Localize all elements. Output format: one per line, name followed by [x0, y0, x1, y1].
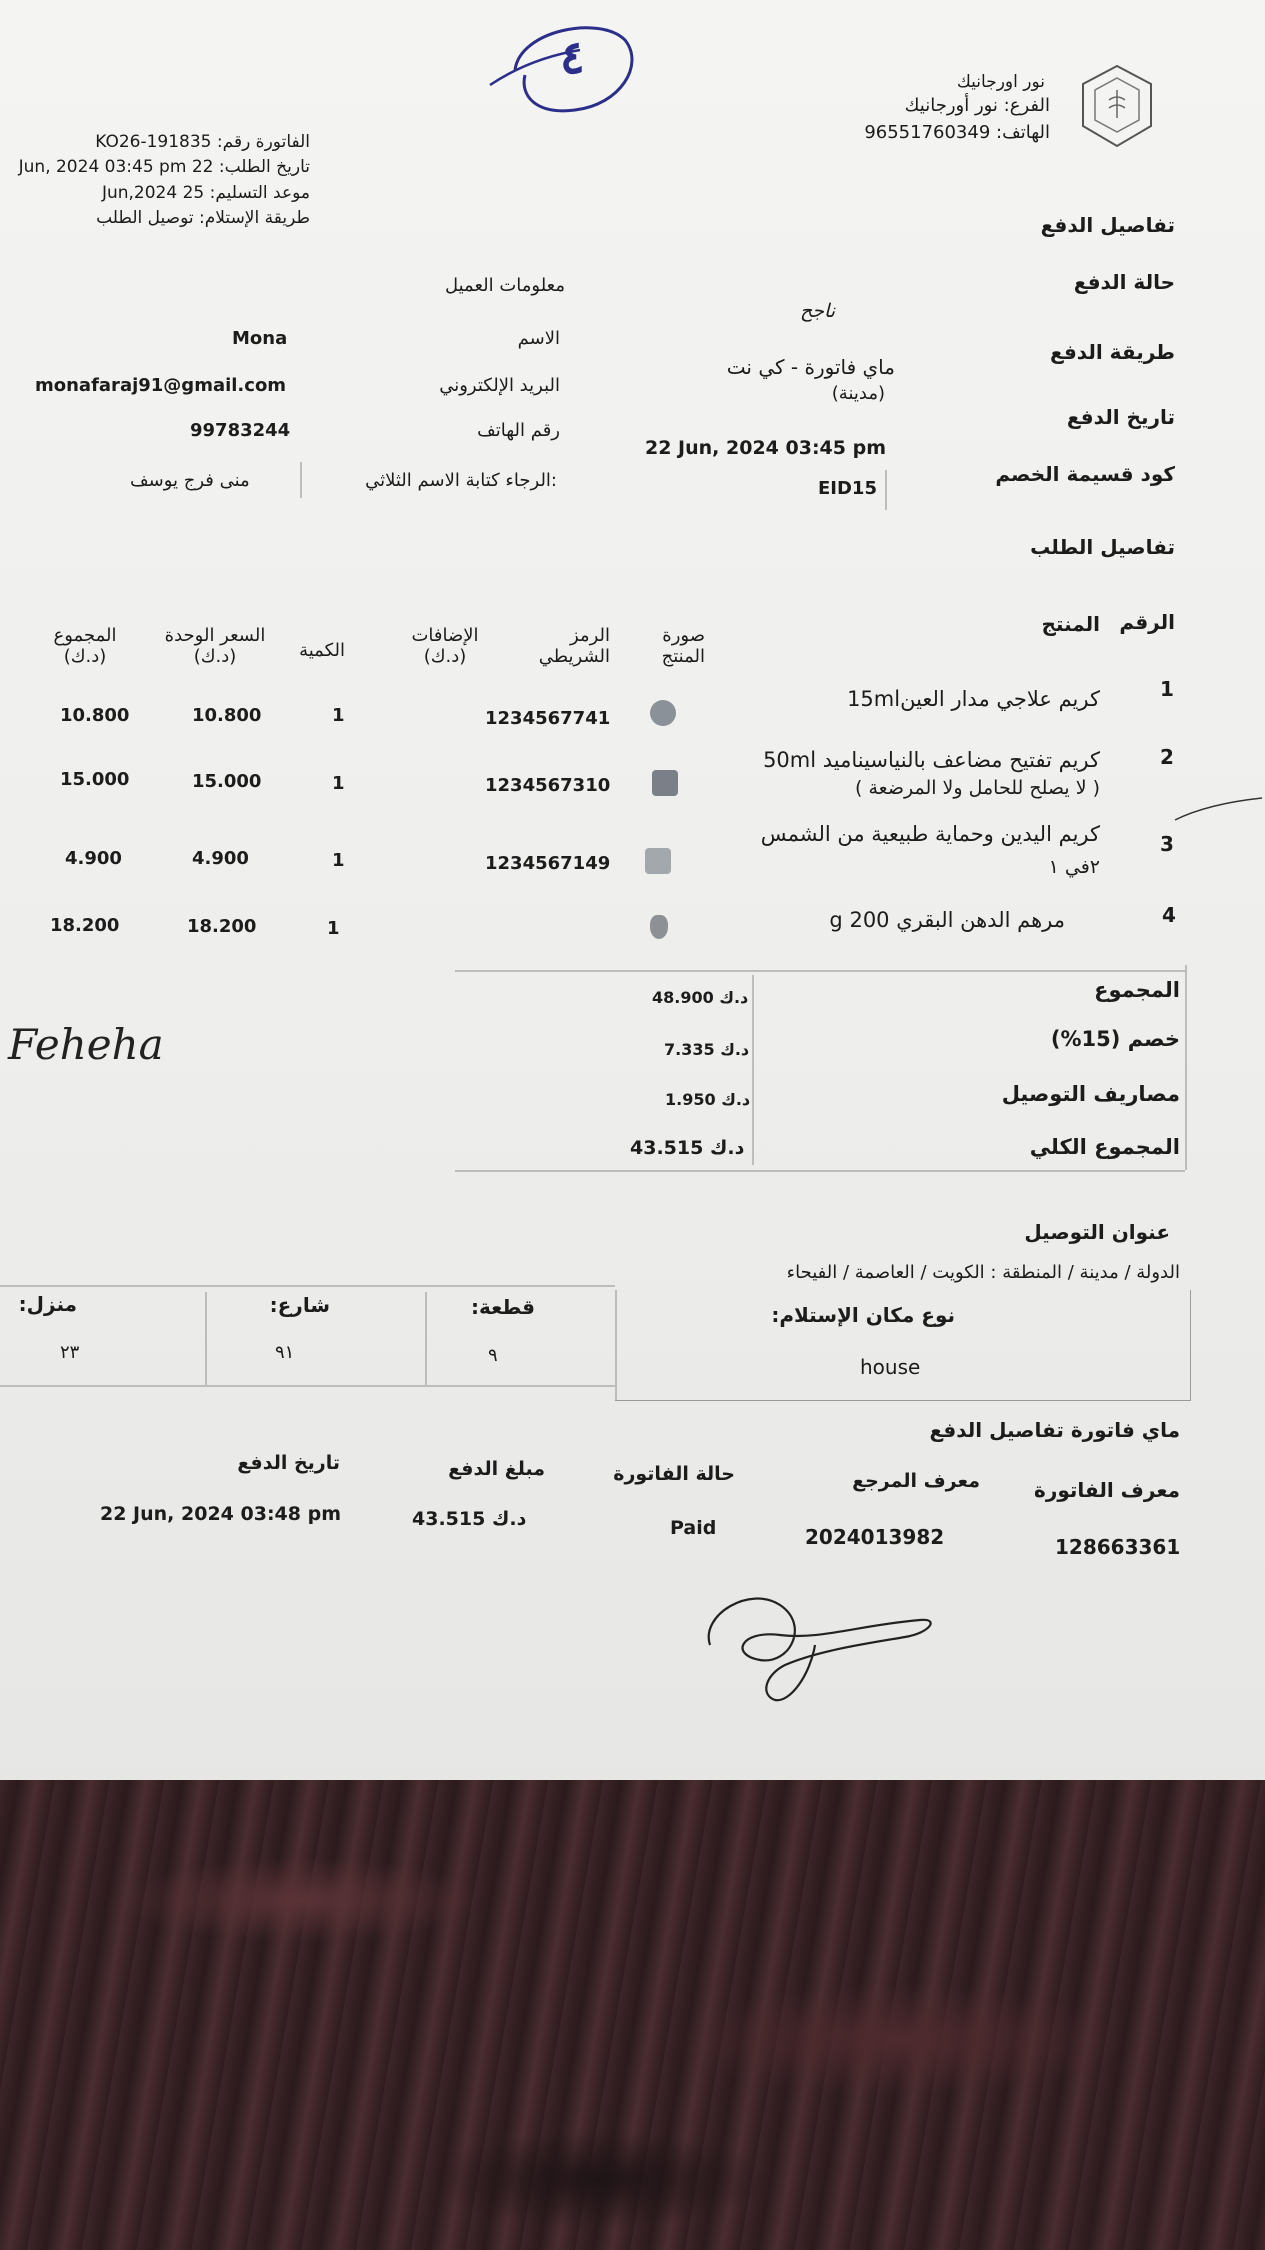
- payment-method-value-2: (مدينة): [831, 383, 885, 404]
- store-logo-icon: [1075, 60, 1160, 155]
- mf-ref-label: معرف المرجع: [852, 1470, 980, 1492]
- row-barcode: 1234567741: [485, 708, 611, 729]
- row-qty: 1: [332, 705, 345, 726]
- discount-code-label: كود قسيمة الخصم: [995, 462, 1175, 486]
- mf-date-value: 22 Jun, 2024 03:48 pm: [100, 1503, 341, 1525]
- product-image: [652, 770, 678, 796]
- delivery-value: 1.950 د.ك: [665, 1090, 751, 1109]
- row-barcode: 1234567149: [485, 853, 611, 874]
- fullname-value: منى فرج يوسف: [130, 470, 250, 491]
- discount-label: خصم (15%): [1050, 1027, 1180, 1051]
- grand-total-label: المجموع الكلي: [1029, 1135, 1180, 1159]
- receive-method: طريقة الإستلام: توصيل الطلب: [96, 208, 310, 228]
- row-qty: 1: [327, 918, 340, 939]
- circled-number-text: ٤: [560, 30, 585, 84]
- row-total: 15.000: [60, 769, 130, 790]
- mf-invoice-id-value: 128663361: [1055, 1535, 1181, 1559]
- street-label: شارع:: [269, 1293, 330, 1317]
- customer-name-label: الاسم: [517, 328, 560, 349]
- row-product-note: ( لا يصلح للحامل ولا المرضعة ): [855, 777, 1100, 799]
- payment-status-value: ناجح: [800, 300, 836, 322]
- row-qty: 1: [332, 850, 345, 871]
- payment-status-label: حالة الدفع: [1073, 270, 1175, 294]
- col-addons: الإضافات (د.ك): [411, 625, 479, 667]
- delivery-date: موعد التسليم: 25 Jun,2024: [101, 183, 310, 203]
- row-unit-price: 10.800: [192, 705, 262, 726]
- address-line: الدولة / مدينة / المنطقة : الكويت / العاصمة / الفيحاء: [786, 1262, 1180, 1283]
- store-branch: الفرع: نور أورجانيك: [904, 95, 1050, 116]
- payment-date-label: تاريخ الدفع: [1066, 405, 1175, 429]
- delivery-label: مصاريف التوصيل: [1001, 1082, 1180, 1106]
- row-total: 4.900: [65, 848, 122, 869]
- row-unit-price: 4.900: [192, 848, 249, 869]
- subtotal-value: 48.900 د.ك: [652, 988, 749, 1007]
- col-image: صورة المنتج: [661, 625, 705, 667]
- row-num: 3: [1160, 832, 1174, 856]
- fullname-label: :الرجاء كتابة الاسم الثلاثي: [365, 470, 557, 491]
- customer-email-value: monafaraj91@gmail.com: [35, 375, 287, 396]
- mf-amount-label: مبلغ الدفع: [448, 1458, 545, 1480]
- handwritten-name: Feheha: [8, 1020, 164, 1069]
- payment-date-value: 22 Jun, 2024 03:45 pm: [645, 437, 886, 459]
- product-image: [650, 915, 668, 939]
- order-date: تاريخ الطلب: 22 Jun, 2024 03:45 pm: [18, 157, 310, 177]
- row-product: مرهم الدهن البقري 200 g: [829, 908, 1065, 932]
- grand-total-value: 43.515 د.ك: [630, 1137, 745, 1159]
- store-phone: الهاتف: 96551760349: [864, 122, 1050, 143]
- col-total: المجموع (د.ك): [53, 625, 117, 667]
- subtotal-label: المجموع: [1094, 978, 1180, 1002]
- col-qty: الكمية: [299, 640, 345, 661]
- place-type-value: house: [860, 1355, 921, 1379]
- row-product-note: ٢في ١: [1048, 856, 1100, 878]
- place-type-label: نوع مكان الإستلام:: [771, 1303, 955, 1327]
- col-unit-price: السعر الوحدة (د.ك): [164, 625, 266, 667]
- col-num: الرقم: [1119, 610, 1175, 634]
- row-product: كريم تفتيح مضاعف بالنياسيناميد 50ml: [763, 748, 1100, 772]
- col-product: المنتج: [1041, 612, 1100, 636]
- mf-ref-value: 2024013982: [805, 1525, 945, 1549]
- row-unit-price: 18.200: [187, 916, 257, 937]
- mf-date-label: تاريخ الدفع: [237, 1452, 340, 1474]
- row-num: 4: [1162, 903, 1176, 927]
- row-num: 1: [1160, 677, 1174, 701]
- mf-status-label: حالة الفاتورة: [613, 1463, 735, 1485]
- store-name: نور اورجانيك: [956, 72, 1045, 92]
- row-num: 2: [1160, 745, 1174, 769]
- street-value: ٩١: [275, 1342, 295, 1363]
- customer-phone-value: 99783244: [190, 420, 291, 441]
- customer-email-label: البريد الإلكتروني: [439, 375, 560, 396]
- invoice-number: الفاتورة رقم: KO26-191835: [95, 132, 310, 152]
- mf-status-value: Paid: [670, 1517, 717, 1539]
- customer-info-heading: معلومات العميل: [444, 275, 565, 296]
- order-details-heading: تفاصيل الطلب: [1030, 535, 1175, 559]
- row-total: 18.200: [50, 915, 120, 936]
- col-barcode: الرمز الشريطي: [538, 625, 610, 667]
- block-label: قطعة:: [471, 1295, 535, 1319]
- mf-amount-value: 43.515 د.ك: [412, 1508, 527, 1530]
- discount-code-value: EID15: [818, 478, 877, 499]
- myfatoorah-heading: ماي فاتورة تفاصيل الدفع: [929, 1418, 1180, 1442]
- house-value: ٢٣: [60, 1342, 80, 1363]
- block-value: ٩: [488, 1345, 498, 1366]
- mf-invoice-id-label: معرف الفاتورة: [1034, 1478, 1180, 1502]
- pen-stroke-mark: [1170, 780, 1265, 840]
- row-product: كريم اليدين وحماية طبيعية من الشمس: [760, 822, 1100, 846]
- payment-method-value: ماي فاتورة - كي نت: [726, 355, 895, 379]
- background-fabric: [0, 1780, 1265, 2250]
- signature-mark: [690, 1575, 950, 1715]
- row-unit-price: 15.000: [192, 771, 262, 792]
- product-image: [645, 848, 671, 874]
- house-label: منزل:: [18, 1292, 77, 1316]
- discount-value: 7.335 د.ك: [664, 1040, 750, 1059]
- row-barcode: 1234567310: [485, 775, 611, 796]
- row-product: كريم علاجي مدار العين15ml: [847, 687, 1100, 711]
- row-qty: 1: [332, 773, 345, 794]
- customer-phone-label: رقم الهاتف: [477, 420, 560, 441]
- product-image: [650, 700, 676, 726]
- address-heading: عنوان التوصيل: [1024, 1220, 1170, 1244]
- row-total: 10.800: [60, 705, 130, 726]
- payment-method-label: طريقة الدفع: [1050, 340, 1175, 364]
- payment-details-heading: تفاصيل الدفع: [1040, 213, 1175, 237]
- customer-name-value: Mona: [232, 328, 288, 349]
